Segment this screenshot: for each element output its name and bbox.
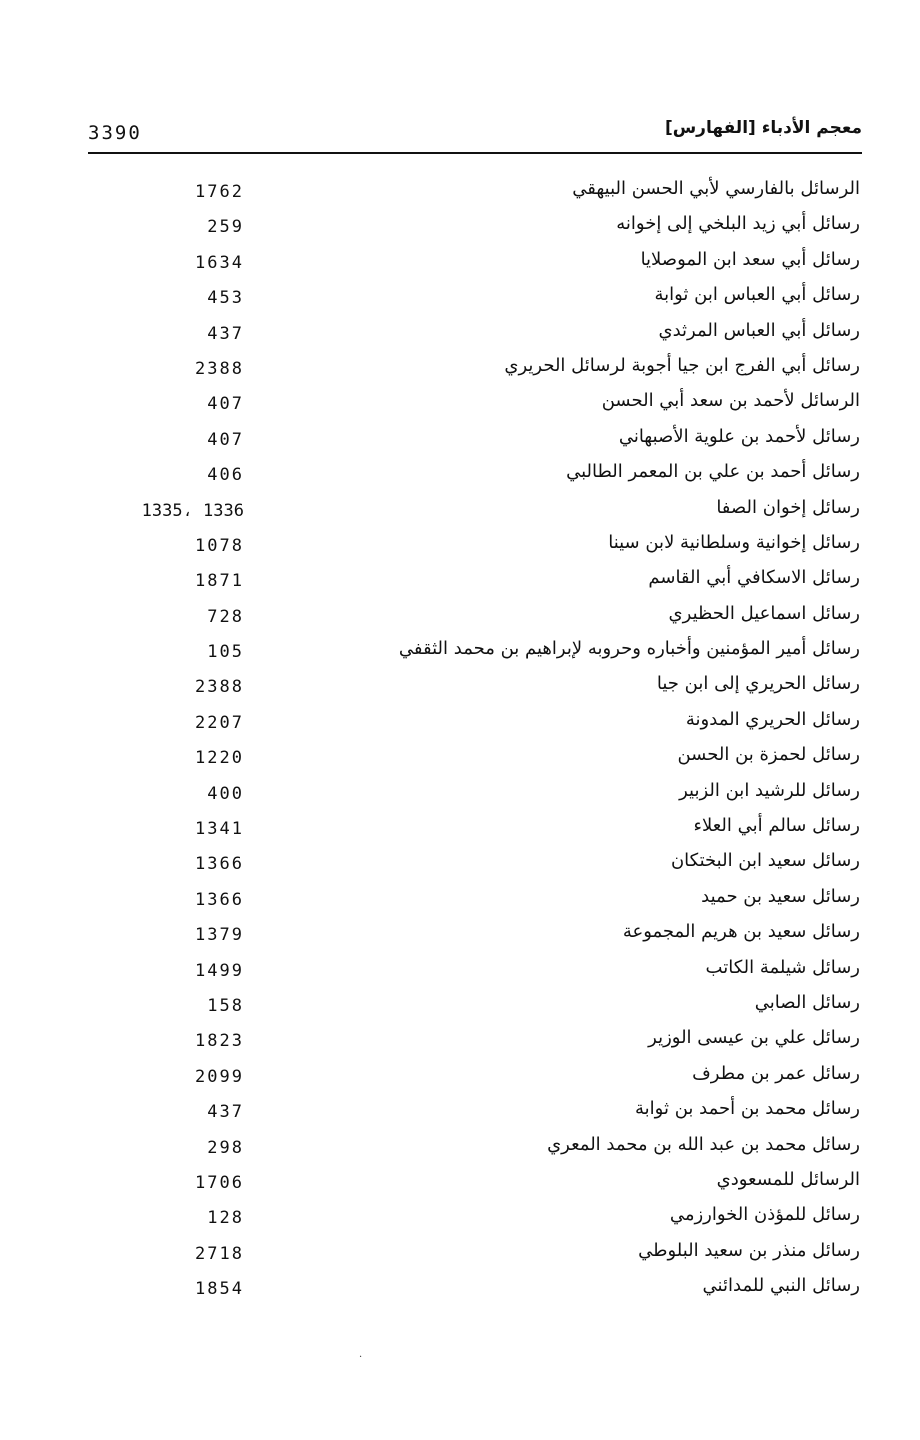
- index-entry: [0, 1130, 920, 1165]
- entry-page-numbers: 259: [207, 217, 244, 238]
- entry-title: رسائل منذر بن سعيد البلوطي: [638, 1239, 860, 1261]
- entry-page-numbers: 728: [207, 606, 244, 627]
- entry-title: رسائل أبي العباس ابن ثوابة: [654, 284, 860, 306]
- running-title: معجم الأدباء [الفهارس]: [664, 118, 862, 138]
- entry-title: رسائل علي بن عيسى الوزير: [648, 1027, 860, 1049]
- index-entry: [0, 316, 920, 351]
- entry-page-numbers: 407: [207, 429, 244, 450]
- entry-title: رسائل لحمزة بن الحسن: [677, 744, 860, 766]
- entry-page-numbers: 1341: [195, 819, 244, 840]
- entry-page-numbers: 1634: [195, 252, 244, 273]
- entry-title: رسائل أبي الفرج ابن جيا أجوبة لرسائل الحريري: [504, 354, 860, 376]
- index-entry: [0, 493, 920, 528]
- index-list: [0, 174, 920, 1307]
- entry-title: رسائل شيلمة الكاتب: [705, 956, 860, 978]
- entry-page-numbers: 1499: [195, 960, 244, 981]
- entry-title: رسائل محمد بن عبد الله بن محمد المعري: [547, 1133, 860, 1155]
- entry-page-numbers: 1871: [195, 571, 244, 592]
- index-entry: [0, 1059, 920, 1094]
- entry-title: رسائل محمد بن أحمد بن ثوابة: [635, 1098, 860, 1120]
- entry-page-numbers: 437: [207, 1102, 244, 1123]
- entry-title: رسائل الحريري المدونة: [685, 708, 860, 730]
- entry-page-numbers: 105: [207, 642, 244, 663]
- entry-title: رسائل أبي سعد ابن الموصلايا: [640, 248, 860, 270]
- entry-title: رسائل إخوان الصفا: [716, 496, 860, 518]
- index-entry: [0, 457, 920, 492]
- entry-title: رسائل الاسكافي أبي القاسم: [648, 567, 860, 589]
- index-entry: [0, 988, 920, 1023]
- page-number: 3390: [88, 122, 142, 144]
- entry-page-numbers: 1078: [195, 535, 244, 556]
- index-entry: [0, 280, 920, 315]
- index-entry: [0, 740, 920, 775]
- entry-page-numbers: 1823: [195, 1031, 244, 1052]
- entry-title: رسائل لأحمد بن علوية الأصبهاني: [618, 425, 860, 447]
- entry-page-numbers: 407: [207, 394, 244, 415]
- entry-page-numbers: 1366: [195, 854, 244, 875]
- index-entry: [0, 634, 920, 669]
- index-entry: [0, 705, 920, 740]
- entry-title: الرسائل لأحمد بن سعد أبي الحسن: [601, 390, 860, 412]
- stray-mark: ·: [359, 1352, 363, 1363]
- entry-page-numbers: 2388: [195, 358, 244, 379]
- entry-title: رسائل الصابي: [754, 991, 860, 1013]
- index-entry: [0, 245, 920, 280]
- entry-page-numbers: 400: [207, 783, 244, 804]
- index-entry: [0, 811, 920, 846]
- entry-title: رسائل أحمد بن علي بن المعمر الطالبي: [566, 461, 860, 483]
- entry-page-numbers: 1762: [195, 182, 244, 202]
- entry-page-numbers: 1706: [195, 1172, 244, 1193]
- entry-title: رسائل سعيد بن هريم المجموعة: [622, 921, 860, 943]
- index-entry: [0, 1236, 920, 1271]
- index-entry: [0, 917, 920, 952]
- entry-page-numbers: 1854: [195, 1279, 244, 1300]
- entry-page-numbers: 128: [207, 1208, 244, 1229]
- index-entry: [0, 351, 920, 386]
- entry-title: رسائل أمير المؤمنين وأخباره وحروبه لإبراهيم بن محمد الثقفي: [398, 638, 860, 660]
- index-entry: [0, 1023, 920, 1058]
- entry-title: الرسائل بالفارسي لأبي الحسن البيهقي: [572, 178, 860, 199]
- entry-title: الرسائل للمسعودي: [716, 1168, 860, 1190]
- entry-page-numbers: 2718: [195, 1243, 244, 1264]
- entry-title: رسائل للمؤذن الخوارزمي: [669, 1204, 860, 1226]
- entry-page-numbers: 453: [207, 288, 244, 309]
- index-entry: [0, 1271, 920, 1306]
- entry-title: رسائل إخوانية وسلطانية لابن سينا: [608, 531, 860, 553]
- entry-title: رسائل سعيد بن حميد: [701, 885, 860, 907]
- index-entry: [0, 563, 920, 598]
- entry-title: رسائل سالم أبي العلاء: [693, 815, 860, 837]
- index-entry: [0, 209, 920, 244]
- index-entry: [0, 669, 920, 704]
- entry-title: رسائل النبي للمدائني: [702, 1275, 860, 1297]
- index-entry: [0, 1094, 920, 1129]
- entry-page-numbers: 2388: [195, 677, 244, 698]
- entry-title: رسائل أبي العباس المرثدي: [658, 319, 860, 341]
- index-entry: [0, 386, 920, 421]
- entry-page-numbers: 2207: [195, 712, 244, 733]
- entry-page-numbers: 2099: [195, 1066, 244, 1087]
- index-entry: [0, 599, 920, 634]
- entry-page-numbers: 1366: [195, 889, 244, 910]
- index-entry: [0, 776, 920, 811]
- entry-title: رسائل للرشيد ابن الزبير: [679, 779, 860, 801]
- entry-title: رسائل عمر بن مطرف: [692, 1062, 860, 1084]
- index-entry: [0, 1200, 920, 1235]
- index-entry: [0, 846, 920, 881]
- entry-title: رسائل الحريري إلى ابن جيا: [656, 673, 860, 695]
- entry-page-numbers: 1220: [195, 748, 244, 769]
- entry-page-numbers: 1379: [195, 925, 244, 946]
- entry-title: رسائل اسماعيل الحظيري: [668, 602, 860, 624]
- index-entry: [0, 422, 920, 457]
- index-entry: [0, 1165, 920, 1200]
- index-entry: [0, 528, 920, 563]
- entry-page-numbers: 1335، 1336: [141, 500, 244, 521]
- entry-title: رسائل أبي زيد البلخي إلى إخوانه: [616, 213, 860, 235]
- page-header: [88, 116, 862, 154]
- index-entry: [0, 174, 920, 209]
- entry-page-numbers: 406: [207, 465, 244, 486]
- entry-page-numbers: 437: [207, 323, 244, 344]
- index-entry: [0, 882, 920, 917]
- index-entry: [0, 953, 920, 988]
- entry-page-numbers: 298: [207, 1137, 244, 1158]
- entry-page-numbers: 158: [207, 995, 244, 1016]
- entry-title: رسائل سعيد ابن البختكان: [670, 850, 860, 872]
